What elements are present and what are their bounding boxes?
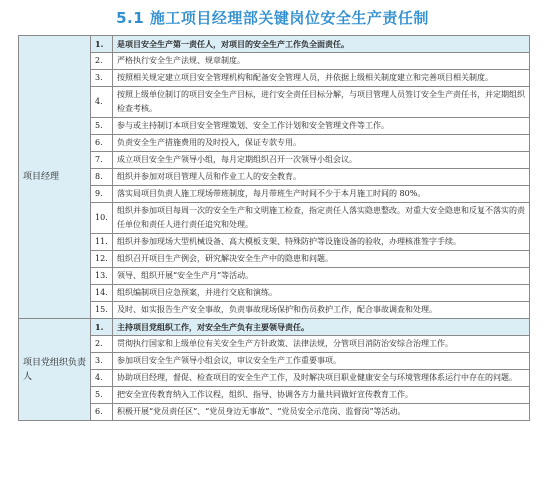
item-text: 把安全宣传教育纳入工作议程，组织、指导、协调各方力量共同做好宣传教育工作。	[113, 387, 530, 404]
item-number: 14.	[91, 285, 113, 302]
item-text: 是项目安全生产第一责任人，对项目的安全生产工作负全面责任。	[113, 36, 530, 53]
item-text: 按照上级单位制订的项目安全生产目标，进行安全责任目标分解，与项目管理人员签订安全生产责任书，并定期组织检查考核。	[113, 87, 530, 118]
item-text: 及时、如实报告生产安全事故，负责事故现场保护和伤员救护工作，配合事故调查和处理。	[113, 302, 530, 319]
item-number: 12.	[91, 251, 113, 268]
item-number: 15.	[91, 302, 113, 319]
item-number: 9.	[91, 186, 113, 203]
item-text: 按照相关规定建立项目安全管理机构和配备安全管理人员，并依据上级相关制度建立和完善项目相关制度。	[113, 70, 530, 87]
item-number: 5.	[91, 387, 113, 404]
table-row	[19, 203, 530, 234]
role-cell: 项目党组织负责人	[19, 319, 91, 421]
table-row	[19, 36, 530, 53]
table-row	[19, 87, 530, 118]
item-text: 落实局项目负责人施工现场带班制度，每月带班生产时间不少于本月施工时间的 80%。	[113, 186, 530, 203]
table-row	[19, 135, 530, 152]
table-row	[19, 404, 530, 421]
table-body	[19, 36, 530, 421]
item-text: 参加项目安全生产领导小组会议，审议安全生产工作重要事项。	[113, 353, 530, 370]
item-number: 4.	[91, 370, 113, 387]
item-number: 13.	[91, 268, 113, 285]
table-row	[19, 251, 530, 268]
table-row	[19, 186, 530, 203]
item-number: 6.	[91, 404, 113, 421]
item-number: 6.	[91, 135, 113, 152]
table-row	[19, 302, 530, 319]
item-number: 2.	[91, 53, 113, 70]
item-text: 组织并参加现场大型机械设备、高大模板支架、特殊防护等设施设备的验收，办理核准签字手续。	[113, 234, 530, 251]
item-number: 1.	[91, 319, 113, 336]
item-number: 5.	[91, 118, 113, 135]
item-text: 领导、组织开展“安全生产月”等活动。	[113, 268, 530, 285]
responsibility-table	[18, 35, 530, 421]
item-number: 11.	[91, 234, 113, 251]
table-row	[19, 353, 530, 370]
item-number: 3.	[91, 353, 113, 370]
table-row	[19, 285, 530, 302]
table-row	[19, 387, 530, 404]
item-text: 组织并参加对项目管理人员和作业工人的安全教育。	[113, 169, 530, 186]
item-number: 4.	[91, 87, 113, 118]
table-row	[19, 319, 530, 336]
table-row	[19, 152, 530, 169]
table-row	[19, 118, 530, 135]
table-row	[19, 53, 530, 70]
table-row	[19, 70, 530, 87]
item-number: 8.	[91, 169, 113, 186]
item-text: 协助项目经理，督促、检查项目的安全生产工作，及时解决项目职业健康安全与环境管理体系运行中存在的问题。	[113, 370, 530, 387]
item-text: 组织召开项目生产例会，研究解决安全生产中的隐患和问题。	[113, 251, 530, 268]
item-number: 1.	[91, 36, 113, 53]
item-number: 7.	[91, 152, 113, 169]
item-text: 严格执行安全生产法规、规章制度。	[113, 53, 530, 70]
table-row	[19, 169, 530, 186]
item-text: 组织编制项目应急预案，并进行交底和演练。	[113, 285, 530, 302]
item-text: 成立项目安全生产领导小组，每月定期组织召开一次领导小组会议。	[113, 152, 530, 169]
table-row	[19, 336, 530, 353]
table-row	[19, 234, 530, 251]
item-number: 2.	[91, 336, 113, 353]
item-text: 参与或主持制订本项目安全管理策划、安全工作计划和安全管理文件等工作。	[113, 118, 530, 135]
item-text: 主持项目党组织工作，对安全生产负有主要领导责任。	[113, 319, 530, 336]
item-text: 负责安全生产措施费用的及时投入，保证专款专用。	[113, 135, 530, 152]
page-title: 5.1 施工项目经理部关键岗位安全生产责任制	[116, 9, 429, 27]
item-number: 10.	[91, 203, 113, 234]
table-row	[19, 268, 530, 285]
item-text: 组织并参加项目每周一次的安全生产和文明施工检查，指定责任人落实隐患整改。对重大安全隐患和反复不落实的责任单位和责任人进行责任追究和处理。	[113, 203, 530, 234]
item-number: 3.	[91, 70, 113, 87]
table-row	[19, 370, 530, 387]
item-text: 贯彻执行国家和上级单位有关安全生产方针政策、法律法规，分管项目消防治安综合治理工作。	[113, 336, 530, 353]
role-cell: 项目经理	[19, 36, 91, 319]
item-text: 积极开展“党员责任区”、“党员身边无事故”、“党员安全示范岗、监督岗”等活动。	[113, 404, 530, 421]
